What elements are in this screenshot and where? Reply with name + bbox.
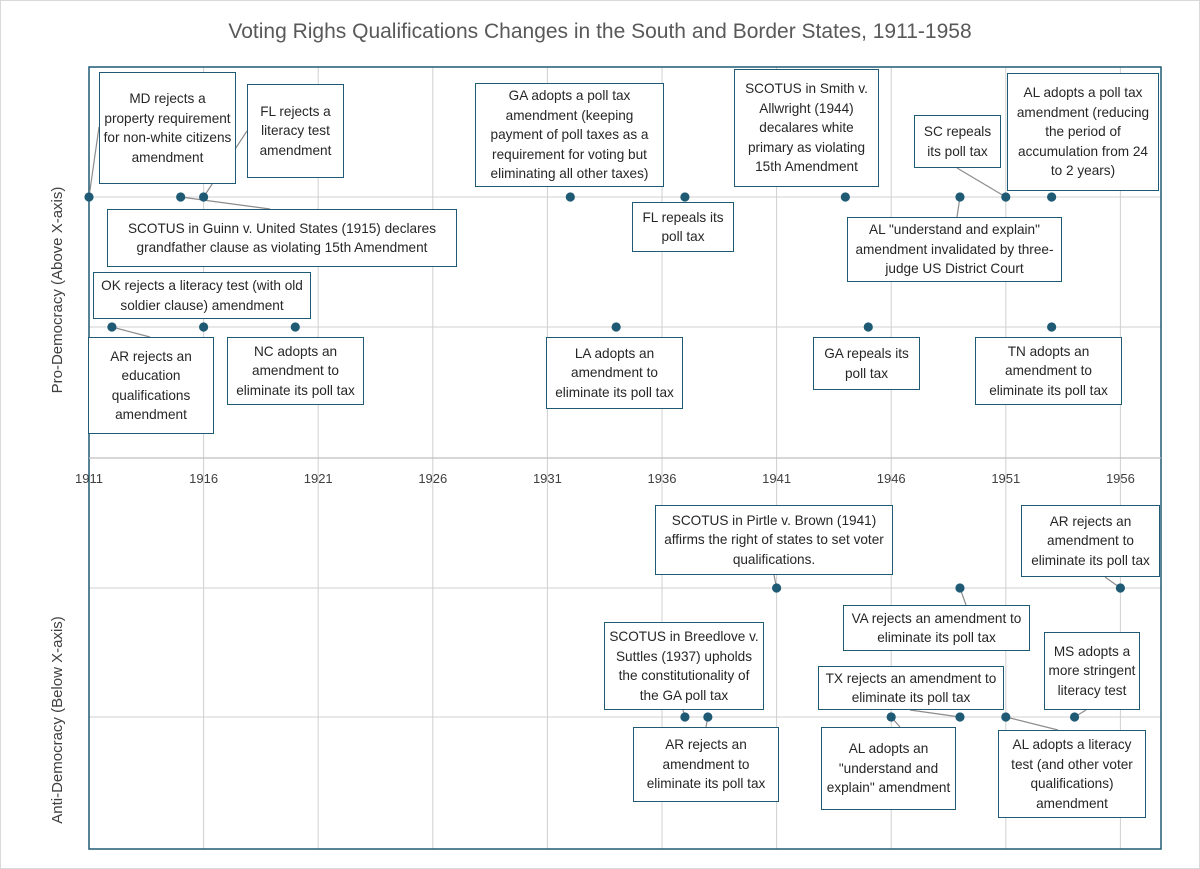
event-callout: FL rejects a literacy test amendment (247, 84, 344, 178)
event-marker (703, 712, 712, 721)
x-tick-labels (75, 471, 1135, 486)
event-callout: SC repeals its poll tax (914, 115, 1001, 168)
event-callout: SCOTUS in Guinn v. United States (1915) declares grandfather clause as violating 15th Amendment (107, 209, 457, 267)
x-tick-label: 1931 (532, 471, 562, 486)
event-marker (291, 322, 300, 331)
leader-line (181, 197, 270, 209)
event-callout: VA rejects an amendment to eliminate its poll tax (843, 605, 1030, 651)
leader-line (957, 168, 1006, 197)
event-callout: AL adopts a poll tax amendment (reducing the period of accumulation from 24 to 2 years) (1007, 73, 1159, 191)
x-tick-label: 1921 (303, 471, 333, 486)
event-marker (1001, 192, 1010, 201)
event-callout: AR rejects an amendment to eliminate its poll tax (1021, 505, 1160, 577)
event-marker (1001, 712, 1010, 721)
x-tick-label: 1946 (876, 471, 906, 486)
event-marker (680, 712, 689, 721)
chart-title: Voting Righs Qualifications Changes in the South and Border States, 1911-1958 (228, 20, 972, 43)
event-callout: GA repeals its poll tax (813, 337, 920, 390)
event-marker (107, 322, 116, 331)
leader-line (112, 327, 150, 337)
event-marker (1047, 322, 1056, 331)
event-marker (84, 192, 93, 201)
event-marker (955, 712, 964, 721)
leader-line (910, 710, 960, 717)
event-callout: SCOTUS in Breedlove v. Suttles (1937) upholds the constitutionality of the GA poll tax (604, 622, 764, 710)
event-marker (612, 322, 621, 331)
event-marker (199, 192, 208, 201)
event-callout: AR rejects an amendment to eliminate its poll tax (633, 727, 779, 802)
x-tick-label: 1941 (762, 471, 792, 486)
event-marker (864, 322, 873, 331)
leader-line (89, 127, 99, 197)
event-marker (955, 583, 964, 592)
event-callout: LA adopts an amendment to eliminate its poll tax (546, 337, 683, 409)
event-callout: OK rejects a literacy test (with old soldier clause) amendment (93, 272, 311, 319)
event-callout: NC adopts an amendment to eliminate its poll tax (227, 337, 364, 405)
x-tick-label: 1936 (647, 471, 677, 486)
x-tick-label: 1926 (418, 471, 448, 486)
event-marker (841, 192, 850, 201)
event-callout: GA adopts a poll tax amendment (keeping payment of poll taxes as a requirement for voting but eliminating all other taxes) (475, 83, 664, 187)
x-tick-label: 1956 (1105, 471, 1135, 486)
event-callout: AL "understand and explain" amendment invalidated by three-judge US District Court (847, 217, 1062, 282)
event-callout: SCOTUS in Smith v. Allwright (1944) decalares white primary as violating 15th Amendment (734, 69, 879, 187)
event-callout: AL adopts a literacy test (and other voter qualifications) amendment (998, 730, 1146, 818)
event-callout: FL repeals its poll tax (632, 202, 734, 252)
event-marker (176, 192, 185, 201)
event-marker (1070, 712, 1079, 721)
event-callout: AR rejects an education qualifications amendment (88, 337, 214, 434)
event-callout: MS adopts a more stringent literacy test (1044, 632, 1140, 710)
event-callout: TN adopts an amendment to eliminate its poll tax (975, 337, 1122, 405)
event-marker (199, 322, 208, 331)
event-marker (772, 583, 781, 592)
event-marker (566, 192, 575, 201)
event-marker (680, 192, 689, 201)
x-tick-label: 1911 (75, 471, 103, 486)
event-marker (887, 712, 896, 721)
event-callout: AL adopts an "understand and explain" amendment (821, 727, 956, 810)
event-callout: TX rejects an amendment to eliminate its poll tax (818, 666, 1004, 710)
x-tick-label: 1916 (189, 471, 219, 486)
x-tick-label: 1951 (991, 471, 1021, 486)
event-callout: SCOTUS in Pirtle v. Brown (1941) affirms the right of states to set voter qualifications. (655, 505, 893, 575)
y-axis-label-top: Pro-Democracy (Above X-axis) (49, 186, 66, 394)
y-axis-label-bottom: Anti-Democracy (Below X-axis) (49, 616, 66, 824)
event-callout: MD rejects a property requirement for non-white citizens amendment (99, 72, 236, 184)
leader-line (1006, 717, 1058, 730)
event-marker (1047, 192, 1056, 201)
event-marker (955, 192, 964, 201)
event-marker (1116, 583, 1125, 592)
